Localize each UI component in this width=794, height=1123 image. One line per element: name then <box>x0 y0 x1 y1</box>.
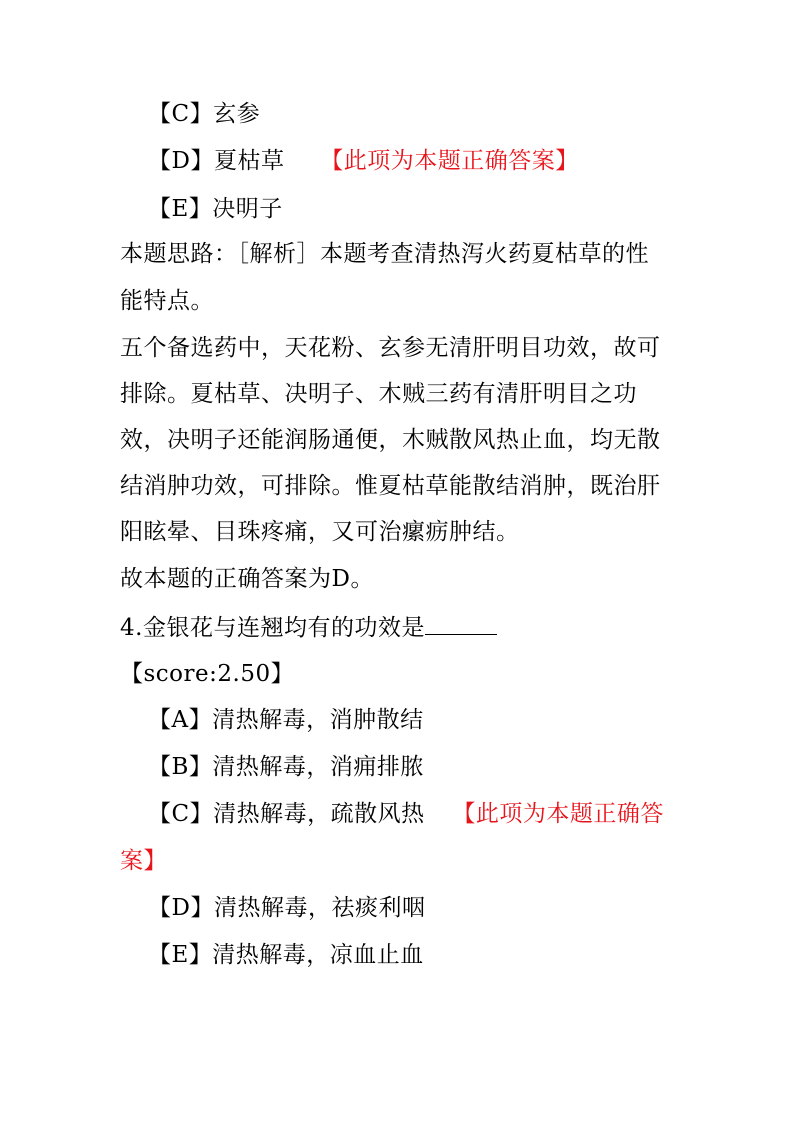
explanation-paragraph-line: 阳眩晕、目珠疼痛，又可治瘰疬肿结。 <box>120 519 520 545</box>
option-label: 【D】清热解毒，祛痰利咽 <box>148 895 426 921</box>
correct-answer-mark: 【此项为本题正确答 <box>452 801 664 827</box>
explanation-paragraph-line: 五个备选药中，天花粉、玄参无清肝明目功效，故可 <box>120 335 661 361</box>
option-label: 【E】决明子 <box>148 196 283 222</box>
correct-answer-mark: 【此项为本题正确答案】 <box>320 148 579 174</box>
explanation-line: 能特点。 <box>120 288 214 314</box>
q4-option-a <box>148 705 424 735</box>
option-label: 【D】夏枯草 <box>148 148 285 174</box>
answer-blank <box>425 612 497 635</box>
option-label: 【B】清热解毒，消痈排脓 <box>148 754 424 780</box>
explanation-paragraph-line: 结消肿功效，可排除。惟夏枯草能散结消肿，既治肝 <box>120 473 661 499</box>
explanation-line: 本题思路：［解析］本题考查清热泻火药夏枯草的性 <box>120 241 649 267</box>
question-stem <box>120 612 497 643</box>
question-text: 4.金银花与连翘均有的功效是 <box>120 615 425 641</box>
explanation-paragraph-line: 效，决明子还能润肠通便，木贼散风热止血，均无散 <box>120 427 661 453</box>
correct-answer-mark-continuation: 案】 <box>120 848 167 874</box>
q4-option-b <box>148 752 424 782</box>
explanation-paragraph-line: 排除。夏枯草、决明子、木贼三药有清肝明目之功 <box>120 381 637 407</box>
option-label: 【C】清热解毒，疏散风热 <box>148 801 425 827</box>
q3-option-e <box>148 194 283 224</box>
q3-option-d <box>148 146 579 176</box>
option-label: 【C】玄参 <box>148 101 261 127</box>
q4-option-e <box>148 940 424 970</box>
question-score: 【score:2.50】 <box>120 661 295 687</box>
option-label: 【E】清热解毒，凉血止血 <box>148 942 424 968</box>
q4-option-d <box>148 893 425 923</box>
option-label: 【A】清热解毒，消肿散结 <box>148 707 424 733</box>
q3-option-c <box>148 99 260 129</box>
q4-option-c <box>148 799 664 829</box>
correct-answer-conclusion: 故本题的正确答案为D。 <box>120 566 374 592</box>
